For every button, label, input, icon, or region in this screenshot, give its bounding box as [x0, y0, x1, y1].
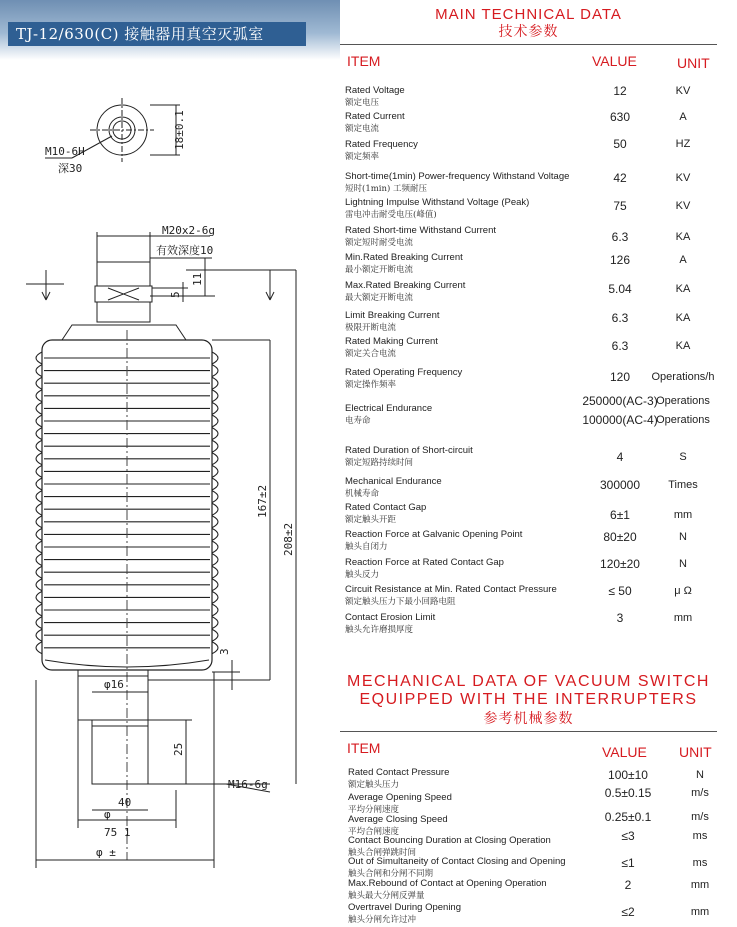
item-value: 6.3: [611, 311, 629, 325]
item-name-zh: 最小额定开断电流: [345, 265, 414, 275]
item-value: 300000: [599, 478, 641, 492]
item-value: 12: [613, 84, 627, 98]
item-name-en: Out of Simultaneity of Contact Closing and Opening: [348, 856, 566, 867]
item-name-en: Rated Operating Frequency: [345, 367, 463, 378]
label-dim-167: 167±2: [256, 484, 269, 518]
upper-shoulder: [62, 325, 186, 340]
item-value: 2: [624, 878, 632, 892]
lower-stud: [92, 720, 148, 784]
item-name-en: Max.Rated Breaking Current: [345, 280, 466, 291]
item-name-zh: 电寿命: [345, 416, 371, 426]
main-col-value: VALUE: [592, 53, 637, 69]
item-name-zh: 触头反力: [345, 570, 380, 580]
item-value: 126: [609, 253, 631, 267]
item-value: 0.5±0.15: [604, 786, 652, 800]
item-unit: Times: [668, 479, 698, 491]
item-name-en: Max.Rebound of Contact at Opening Operation: [348, 878, 547, 889]
item-name-zh: 机械寿命: [345, 489, 380, 499]
item-value-secondary: 100000(AC-4): [582, 413, 658, 427]
item-name-zh: 额定触头压力: [348, 780, 400, 790]
product-title: TJ-12/630(C) 接触器用真空灭弧室: [8, 22, 306, 46]
main-data-title-zh: 技术参数: [498, 23, 559, 39]
item-name-en: Overtravel During Opening: [348, 902, 461, 913]
item-unit: mm: [690, 879, 710, 891]
item-name-en: Rated Contact Gap: [345, 502, 427, 513]
label-dim-208: 208±2: [282, 522, 295, 556]
item-name-zh: 额定频率: [345, 152, 380, 162]
label-dim-18: 18±0.1: [173, 110, 186, 150]
label-depth-top: 深30: [58, 162, 83, 175]
item-value: 120±20: [600, 557, 640, 571]
item-unit: KA: [675, 231, 691, 243]
item-name-en: Rated Duration of Short-circuit: [345, 445, 473, 456]
item-value: 50: [613, 137, 627, 151]
mech-data-title-zh: 参考机械参数: [483, 710, 574, 726]
item-unit: S: [679, 451, 687, 463]
item-unit: A: [679, 111, 687, 123]
item-unit: N: [679, 558, 687, 570]
item-unit: mm: [673, 612, 693, 624]
item-value: 630: [609, 110, 631, 124]
main-col-item: ITEM: [347, 53, 381, 69]
main-col-unit: UNIT: [677, 55, 710, 71]
drawing-svg: [0, 60, 340, 927]
item-unit: N: [696, 769, 704, 781]
item-value: ≤1: [621, 856, 635, 870]
item-name-zh: 触头自闭力: [345, 542, 388, 552]
item-name-zh: 额定触头压力下最小回路电阻: [345, 597, 456, 607]
item-unit: ms: [692, 857, 708, 869]
item-name-en: Reaction Force at Rated Contact Gap: [345, 557, 504, 568]
item-unit: ms: [692, 830, 708, 842]
item-name-zh: 最大额定开断电流: [345, 293, 414, 303]
item-name-zh: 平均分闸速度: [348, 805, 400, 815]
label-depth-stud: 有效深度10: [156, 244, 214, 257]
item-name-en: Contact Bouncing Duration at Closing Operation: [348, 835, 551, 846]
item-name-en: Lightning Impulse Withstand Voltage (Peak): [345, 197, 530, 208]
item-name-en: Average Closing Speed: [348, 814, 448, 825]
item-value: 120: [609, 370, 631, 384]
item-value: 6±1: [610, 508, 630, 522]
item-name-zh: 额定操作频率: [345, 380, 397, 390]
item-name-en: Average Opening Speed: [348, 792, 452, 803]
label-dim-5: 5: [169, 291, 182, 298]
mech-col-item: ITEM: [347, 740, 381, 756]
item-unit: μ Ω: [674, 585, 692, 597]
item-unit: KA: [675, 312, 691, 324]
item-name-en: Mechanical Endurance: [345, 476, 442, 487]
item-unit-secondary: Operations: [656, 414, 710, 426]
item-value: ≤3: [621, 829, 635, 843]
label-dim-40: 40: [118, 796, 132, 809]
label-dim-phi16: φ16: [104, 678, 124, 691]
item-name-zh: 短时(1min) 工频耐压: [345, 184, 427, 194]
label-dim-25: 25: [172, 742, 185, 756]
item-name-en: Limit Breaking Current: [345, 310, 440, 321]
item-value: 4: [616, 450, 624, 464]
item-name-en: Min.Rated Breaking Current: [345, 252, 463, 263]
mech-data-title-en-1: MECHANICAL DATA OF VACUUM SWITCH: [347, 673, 710, 690]
main-header-rule: [340, 44, 717, 45]
mech-header-rule: [340, 731, 717, 732]
item-unit: KV: [675, 172, 691, 184]
item-unit: KA: [675, 283, 691, 295]
item-name-en: Short-time(1min) Power-frequency Withstand Voltage: [345, 171, 570, 182]
label-thread-stud: M20x2-6g: [162, 224, 215, 237]
mech-col-unit: UNIT: [679, 744, 712, 760]
item-name-zh: 触头分闸允许过冲: [348, 915, 417, 925]
item-name-zh: 额定电流: [345, 124, 380, 134]
label-thread-top: M10-6H: [45, 145, 85, 158]
item-name-en: Rated Short-time Withstand Current: [345, 225, 497, 236]
item-name-zh: 触头最大分闸反弹量: [348, 891, 425, 901]
item-unit: mm: [690, 906, 710, 918]
main-data-title-en: MAIN TECHNICAL DATA: [435, 6, 622, 23]
item-name-zh: 额定关合电流: [345, 349, 397, 359]
item-value: 6.3: [611, 339, 629, 353]
item-unit: Operations: [656, 395, 710, 407]
label-dim-75: 75 1: [104, 826, 131, 839]
item-value: 80±20: [603, 530, 637, 544]
item-value: ≤ 50: [608, 584, 632, 598]
item-value: 250000(AC-3): [582, 394, 658, 408]
item-value: 3: [616, 611, 624, 625]
item-unit: KA: [675, 340, 691, 352]
technical-drawing: [0, 60, 340, 927]
item-name-en: Electrical Endurance: [345, 403, 433, 414]
label-dim-phi40-symbol: φ: [104, 808, 111, 821]
item-value: ≤2: [621, 905, 635, 919]
item-value: 0.25±0.1: [604, 810, 652, 824]
item-name-zh: 触头合闸和分闸不同期: [348, 869, 434, 879]
mech-col-value: VALUE: [602, 744, 647, 760]
item-value: 42: [613, 171, 627, 185]
item-name-en: Rated Frequency: [345, 139, 418, 150]
item-unit: A: [679, 254, 687, 266]
item-name-zh: 平均合闸速度: [348, 827, 400, 837]
label-thread-bottom: M16-6g: [228, 778, 268, 791]
item-name-zh: 额定短路持续时间: [345, 458, 414, 468]
item-value: 6.3: [611, 230, 629, 244]
item-name-en: Rated Voltage: [345, 85, 405, 96]
item-value: 100±10: [608, 768, 648, 782]
item-unit: mm: [673, 509, 693, 521]
item-name-zh: 额定短时耐受电流: [345, 238, 414, 248]
item-name-en: Reaction Force at Galvanic Opening Point: [345, 529, 523, 540]
item-name-zh: 额定触头开距: [345, 515, 397, 525]
header-banner: [0, 0, 340, 60]
item-name-zh: 触头合闸弹跳时间: [348, 848, 417, 858]
item-name-en: Circuit Resistance at Min. Rated Contact Pressure: [345, 584, 557, 595]
stud-thread: [97, 262, 150, 286]
mech-data-title-en-2: EQUIPPED WITH THE INTERRUPTERS: [359, 691, 698, 708]
label-dim-phi-total: φ ±: [96, 846, 116, 859]
label-dim-11: 11: [191, 272, 204, 286]
item-name-zh: 极限开断电流: [345, 323, 397, 333]
item-unit: HZ: [675, 138, 691, 150]
label-dim-3: 3: [218, 648, 231, 655]
item-unit: N: [679, 531, 687, 543]
item-name-en: Rated Making Current: [345, 336, 438, 347]
item-unit: Operations/h: [651, 371, 715, 383]
main-data-heading: [340, 6, 717, 40]
item-name-zh: 雷电冲击耐受电压(峰值): [345, 210, 437, 220]
item-value: 5.04: [608, 282, 632, 296]
item-unit: m/s: [691, 787, 709, 799]
item-name-en: Contact Erosion Limit: [345, 612, 436, 623]
item-value: 75: [613, 199, 627, 213]
item-name-zh: 触头允许磨损厚度: [345, 625, 414, 635]
item-name-en: Rated Contact Pressure: [348, 767, 450, 778]
item-unit: m/s: [691, 811, 709, 823]
item-name-zh: 额定电压: [345, 98, 380, 108]
mech-data-heading: [340, 673, 717, 727]
item-name-en: Rated Current: [345, 111, 405, 122]
item-unit: KV: [675, 85, 691, 97]
item-unit: KV: [675, 200, 691, 212]
